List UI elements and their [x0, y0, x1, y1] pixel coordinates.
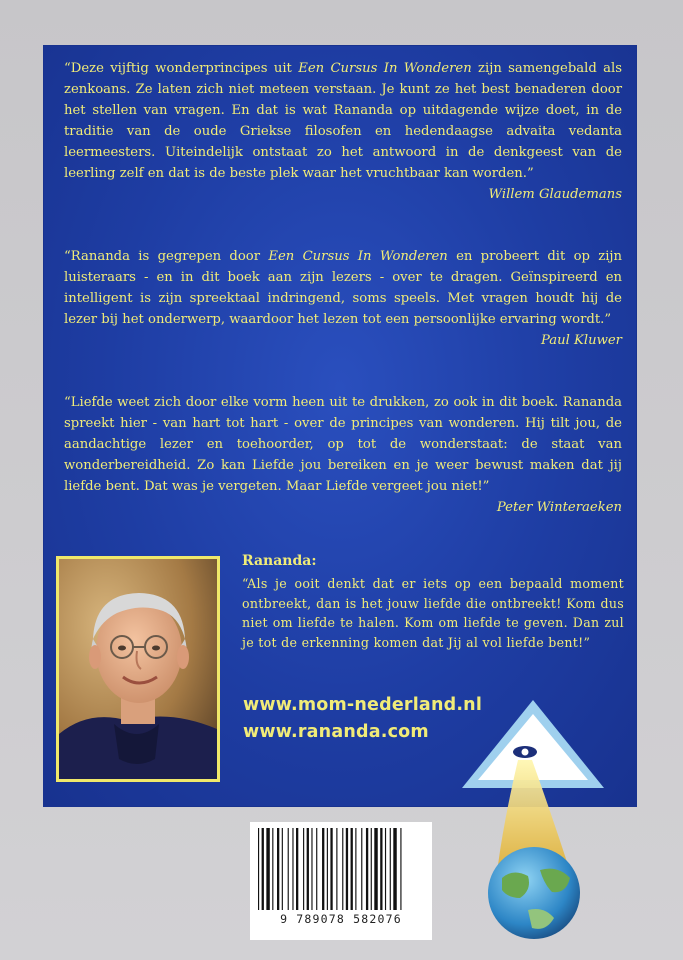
- review-quote-1: [64, 58, 622, 205]
- barcode-bar: [361, 828, 362, 910]
- review-author-2: Paul Kluwer: [540, 333, 622, 348]
- barcode-bar: [393, 828, 396, 910]
- author-portrait-photo: [59, 559, 217, 779]
- barcode-bar: [342, 828, 343, 910]
- barcode-bar: [385, 828, 386, 910]
- eye-triangle-globe-logo: [458, 700, 608, 950]
- review-quote-1-text-before: “Deze vijftig wonderprincipes uit: [64, 61, 299, 76]
- author-photo-frame: [56, 556, 220, 782]
- barcode-bar: [258, 828, 259, 910]
- barcode-bar: [322, 828, 324, 910]
- review-author-1: Willem Glaudemans: [488, 187, 622, 202]
- barcode-bar: [336, 828, 337, 910]
- barcode-bar: [316, 828, 317, 910]
- barcode-bar: [351, 828, 353, 910]
- website-link-mom-nederland[interactable]: www.mom-nederland.nl: [243, 695, 483, 715]
- portrait-illustration: [59, 559, 217, 779]
- barcode-bar: [262, 828, 264, 910]
- book-title-reference: Een Cursus In Wonderen: [268, 249, 448, 264]
- barcode-bar: [346, 828, 348, 910]
- author-quote: “Als je ooit denkt dat er iets op een bepaald moment ontbreekt, dan is het jouw liefde die ontbreekt! Kom dus niet om liefde te halen. Kom om liefde te geven. Dan zul je tot de erkenning komen dat Jij al vol liefde bent!”: [242, 576, 624, 650]
- book-title-reference: Een Cursus In Wonderen: [298, 61, 472, 76]
- barcode-bar: [307, 828, 309, 910]
- isbn-number: 9 789078 582076: [280, 912, 402, 926]
- author-name: Rananda:: [242, 553, 317, 569]
- barcode-bar: [400, 828, 401, 910]
- barcode-bar: [311, 828, 312, 910]
- barcode-bar: [390, 828, 391, 910]
- barcode-bars: [258, 828, 424, 910]
- review-quote-3: [64, 392, 622, 518]
- review-quote-3-text: “Liefde weet zich door elke vorm heen uit te drukken, zo ook in dit boek. Rananda spreekt hier - van hart tot hart - over de principes van wonderen. Hij tilt jou, de aandachtige lezer en toehoorder, op tot de wonderstaat: de staat van wonderbereidheid. Zo kan Liefde jou bereiken en je weer bewust maken dat jij liefde bent. Dat was je vergeten. Maar Liefde vergeet jou niet!”: [64, 395, 622, 494]
- barcode-bar: [288, 828, 289, 910]
- barcode-bar: [374, 828, 377, 910]
- barcode-bar: [277, 828, 279, 910]
- review-quote-2: [64, 246, 622, 351]
- barcode-bar: [303, 828, 304, 910]
- barcode-bar: [272, 828, 273, 910]
- barcode-bar: [380, 828, 382, 910]
- review-quote-2-text-before: “Rananda is gegrepen door: [64, 249, 269, 264]
- barcode-bar: [355, 828, 356, 910]
- website-link-rananda[interactable]: www.rananda.com: [243, 722, 429, 742]
- review-author-3: Peter Winteraeken: [496, 500, 622, 515]
- isbn-barcode: [250, 822, 432, 940]
- barcode-bar: [371, 828, 372, 910]
- barcode-bar: [292, 828, 293, 910]
- barcode-bar: [296, 828, 298, 910]
- barcode-bar: [266, 828, 269, 910]
- barcode-bar: [366, 828, 368, 910]
- barcode-bar: [282, 828, 283, 910]
- review-quote-2-text-after: en probeert dit op zijn luisteraars - en in dit boek aan zijn lezers - over te dragen. Geïnspireerd en intelligent is zijn spreektaal indringend, soms speels. Met vragen houdt hij de lezer bij het onderwerp, waardoor het lezen tot een persoonlijke ervaring wordt.”: [64, 249, 623, 327]
- barcode-bar: [327, 828, 328, 910]
- barcode-bar: [330, 828, 332, 910]
- review-quote-1-text-after: zijn samengebald als zenkoans. Ze laten zich niet meteen verstaan. Je kunt ze het best benaderen door het stellen van vragen. En dat is wat Rananda op uitdagende wijze doet, in de traditie van de oude Griekse filosofen en hedendaagse advaita vedanta leermeesters. Uiteindelijk ontstaat zo het antwoord in de denkgeest van de leerling zelf en dat is de beste plek waar het vruchtbaar kan worden.”: [64, 61, 622, 181]
